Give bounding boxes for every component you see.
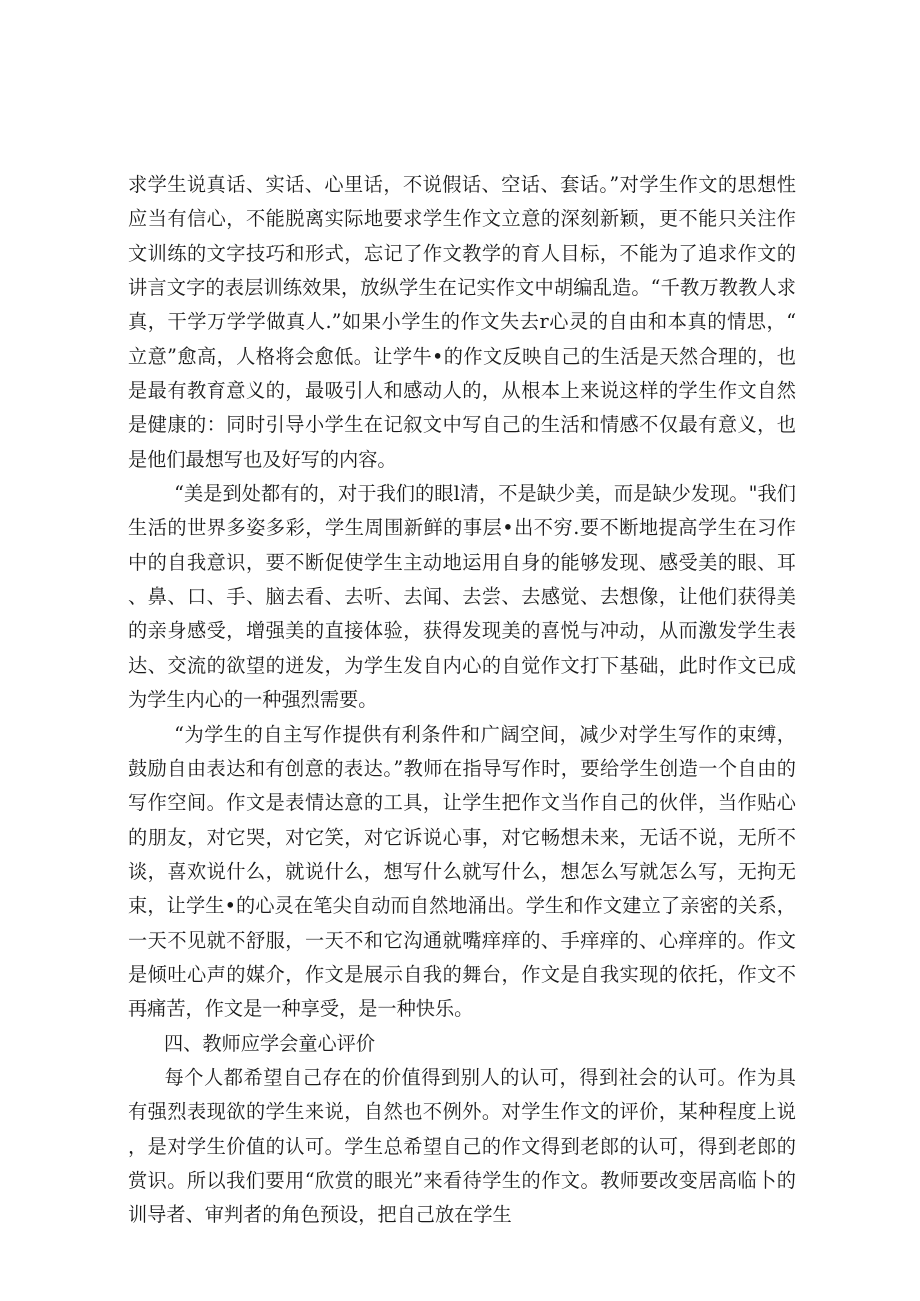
paragraph-free-writing: “为学生的自主写作提供有利条件和广阔空间，减少对学生写作的束缚，鼓励自由表达和有创意的表达。”教师在指导写作时，要给学生创造一个自由的写作空间。作文是表情达意的工具，让学生把作文当作自己的伙伴，当作贴心的朋友，对它哭，对它笑，对它诉说心事，对它畅想未来，无话不说，无所不谈，喜欢说什么，就说什么，想写什么就写什么，想怎么写就怎么写，无拘无束，让学生•的心灵在笔尖自动而自然地涌出。学生和作文建立了亲密的关系，一天不见就不舒服，一天不和它沟通就嘴痒痒的、手痒痒的、心痒痒的。作文是倾吐心声的媒介，作文是展示自我的舞台，作文是自我实现的依托，作文不再痛苦，作文是一种享受，是一种快乐。 bbox=[128, 722, 796, 1021]
paragraph-evaluation: 每个人都希望自己存在的价值得到别人的认可，得到社会的认可。作为具有强烈表现欲的学生来说，自然也不例外。对学生作文的评价，某种程度上说，是对学生价值的认可。学生总希望自己的作文得到老郎的认可，得到老郎的赏识。所以我们要用“欣赏的眼光”来看待学生的作文。教师要改变居高临卜的训导者、审判者的角色预设，把自己放在学生 bbox=[128, 1065, 796, 1227]
document-body bbox=[128, 168, 796, 1233]
paragraph-continuation: 求学生说真话、实话、心里话，不说假话、空话、套话。”对学生作文的思想性应当有信心，不能脱离实际地要求学生作文立意的深刻新颖，更不能只关注作文训练的文字技巧和形式，忘记了作文教学的育人目标，不能为了追求作文的讲言文字的表层训练效果，放纵学生在记实作文中胡编乱造。“千教万教教人求真，干学万学学做真人.”如果小学生的作文失去r心灵的自由和本真的情思，“立意”愈高，人格将会愈低。让学牛•的作文反映自己的生活是天然合理的，也是最有教育意义的，最吸引人和感动人的，从根本上来说这样的学生作文自然是健康的：同时引导小学生在记叙文中写自己的生活和情感不仅最有意义，也是他们最想写也及好写的内容。 bbox=[128, 173, 796, 471]
section-heading-four: 四、教师应学会童心评价 bbox=[164, 1031, 376, 1055]
paragraph-beauty-discovery: “美是到处都有的，对于我们的眼l清，不是缺少美，而是缺少发现。"我们生活的世界多姿多彩，学生周围新鲜的事层•出不穷.要不断地提高学生在习作中的自我意识，要不断促使学生主动地运用自身的能够发现、感受美的眼、耳、鼻、口、手、脑去看、去听、去闻、去尝、去感觉、去想像，让他们获得美的亲身感受，增强美的直接体验，获得发现美的喜悦与冲动，从而激发学生表达、交流的欲望的迸发，为学生发自内心的自觉作文打下基础，此时作文已成为学生内心的一种强烈需要。 bbox=[128, 482, 796, 712]
